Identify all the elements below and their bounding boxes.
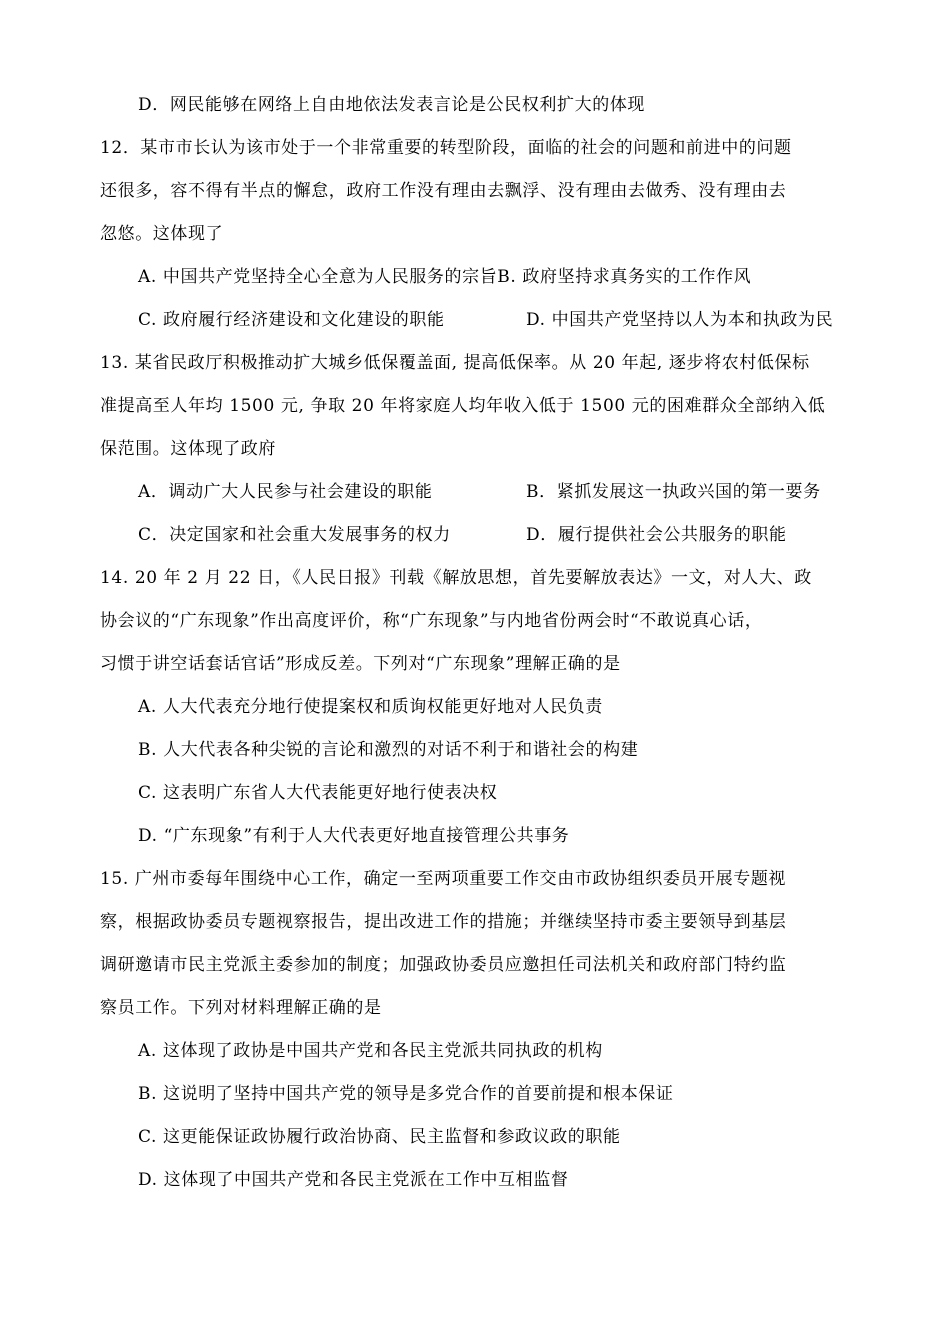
q14-stem-line-2: 协会议的“广东现象”作出高度评价，称“广东现象”与内地省份两会时“不敢说真心话， [100, 611, 763, 631]
q13-stem-line-1: 13. 某省民政厅积极推动扩大城乡低保覆盖面, 提高低保率。从 20 年起, 逐步将农村低保标 [100, 353, 810, 373]
q14-stem-line-3: 习惯于讲空话套话官话”形成反差。下列对“广东现象”理解正确的是 [100, 654, 621, 674]
q13-option-d: D．履行提供社会公共服务的职能 [526, 525, 787, 545]
q15-option-d: D. 这体现了中国共产党和各民主党派在工作中互相监督 [138, 1170, 569, 1190]
q13-option-b: B．紧抓发展这一执政兴国的第一要务 [526, 482, 821, 502]
q15-stem-line-1: 15. 广州市委每年围绕中心工作，确定一至两项重要工作交由市政协组织委员开展专题视 [100, 869, 787, 889]
q12-option-b: B. 政府坚持求真务实的工作作风 [497, 267, 752, 287]
q12-option-c: C. 政府履行经济建设和文化建设的职能 [138, 310, 445, 330]
q15-stem-line-4: 察员工作。下列对材料理解正确的是 [100, 998, 382, 1018]
q15-option-b: B. 这说明了坚持中国共产党的领导是多党合作的首要前提和根本保证 [138, 1084, 674, 1104]
question-12 [100, 127, 854, 342]
q12-stem-line-2: 还很多，容不得有半点的懈怠，政府工作没有理由去飘浮、没有理由去做秀、没有理由去 [100, 181, 787, 201]
q13-options-row-1 [100, 471, 854, 514]
q13-options-row-2 [100, 514, 854, 557]
q13-stem-line-3: 保范围。这体现了政府 [100, 439, 276, 459]
q12-option-a: A. 中国共产党坚持全心全意为人民服务的宗旨 [138, 267, 498, 287]
question-13 [100, 342, 854, 557]
question-15 [100, 858, 854, 1202]
q15-option-a: A. 这体现了政协是中国共产党和各民主党派共同执政的机构 [138, 1041, 603, 1061]
q15-stem-line-2: 察，根据政协委员专题视察报告，提出改进工作的措施；并继续坚持市委主要领导到基层 [100, 912, 787, 932]
q14-stem-line-1: 14. 20 年 2 月 22 日，《人民日报》刊载《解放思想，首先要解放表达》一文，对人大、政 [100, 568, 812, 588]
q11-option-d: D．网民能够在网络上自由地依法发表言论是公民权利扩大的体现 [138, 95, 646, 115]
q13-option-c: C．决定国家和社会重大发展事务的权力 [138, 525, 451, 545]
q14-option-d: D. “广东现象”有利于人大代表更好地直接管理公共事务 [138, 826, 570, 846]
q12-options-row-2 [100, 299, 854, 342]
q15-stem-line-3: 调研邀请市民主党派主委参加的制度；加强政协委员应邀担任司法机关和政府部门特约监 [100, 955, 787, 975]
q14-option-a: A. 人大代表充分地行使提案权和质询权能更好地对人民负责 [138, 697, 603, 717]
q13-option-a: A．调动广大人民参与社会建设的职能 [138, 482, 433, 502]
question-14 [100, 557, 854, 858]
q14-option-c: C. 这表明广东省人大代表能更好地行使表决权 [138, 783, 498, 803]
q15-option-c: C. 这更能保证政协履行政治协商、民主监督和参政议政的职能 [138, 1127, 621, 1147]
q12-option-d: D. 中国共产党坚持以人为本和执政为民 [526, 310, 834, 330]
q13-stem-line-2: 准提高至人年均 1500 元, 争取 20 年将家庭人均年收入低于 1500 元的困难群众全部纳入低 [100, 396, 826, 416]
q12-stem-line-1: 12．某市市长认为该市处于一个非常重要的转型阶段，面临的社会的问题和前进中的问题 [100, 138, 792, 158]
q12-stem-line-3: 忽悠。这体现了 [100, 224, 224, 244]
q12-options-row-1 [100, 256, 854, 299]
q14-option-b: B. 人大代表各种尖锐的言论和激烈的对话不利于和谐社会的构建 [138, 740, 639, 760]
